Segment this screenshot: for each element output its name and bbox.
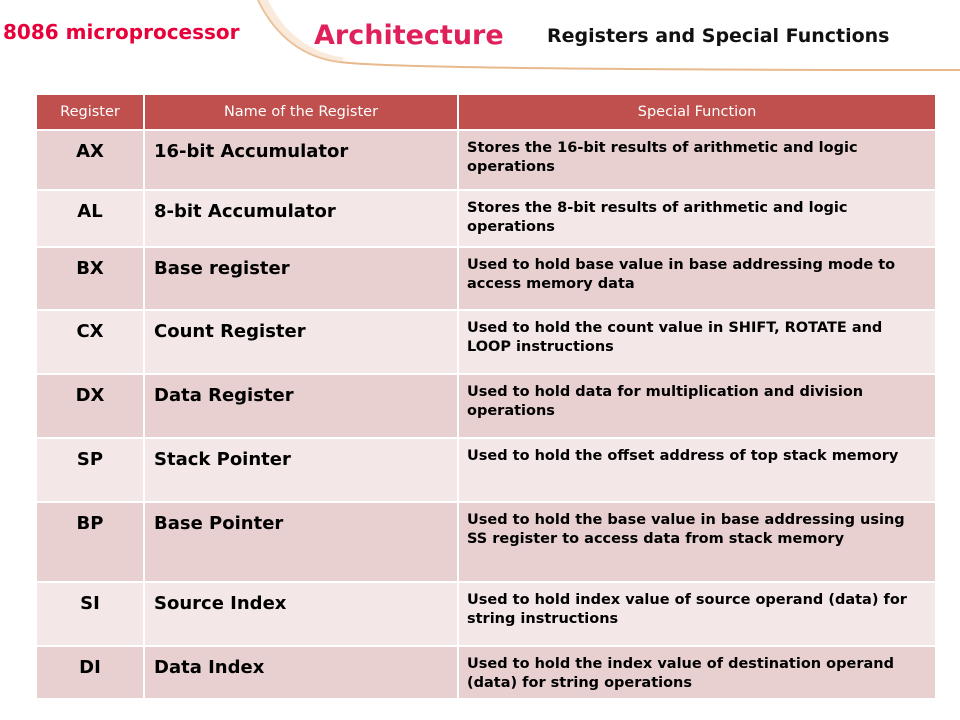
brand-title: 8086 microprocessor [3, 20, 240, 44]
special-function-cell: Used to hold the base value in base addressing using SS register to access data from stack memory [458, 502, 935, 582]
special-function-cell: Used to hold base value in base addressing mode to access memory data [458, 247, 935, 310]
register-name-cell: 8-bit Accumulator [144, 190, 458, 247]
register-cell: CX [37, 310, 144, 374]
register-name-cell: Stack Pointer [144, 438, 458, 502]
registers-table [37, 95, 935, 698]
register-cell: DX [37, 374, 144, 438]
slide-header [0, 0, 960, 80]
register-cell: AL [37, 190, 144, 247]
special-function-cell: Used to hold the offset address of top stack memory [458, 438, 935, 502]
section-title: Architecture [314, 20, 504, 51]
register-name-cell: Data Register [144, 374, 458, 438]
register-cell: DI [37, 646, 144, 698]
register-name-cell: Data Index [144, 646, 458, 698]
special-function-cell: Stores the 16-bit results of arithmetic and logic operations [458, 130, 935, 190]
column-header-register: Register [37, 95, 144, 130]
column-header-name: Name of the Register [144, 95, 458, 130]
register-cell: BP [37, 502, 144, 582]
column-header-function: Special Function [458, 95, 935, 130]
table-row [37, 646, 935, 698]
table-row [37, 502, 935, 582]
register-cell: SI [37, 582, 144, 646]
register-cell: SP [37, 438, 144, 502]
register-name-cell: Count Register [144, 310, 458, 374]
special-function-cell: Used to hold the count value in SHIFT, ROTATE and LOOP instructions [458, 310, 935, 374]
special-function-cell: Stores the 8-bit results of arithmetic and logic operations [458, 190, 935, 247]
register-name-cell: Base Pointer [144, 502, 458, 582]
register-name-cell: Base register [144, 247, 458, 310]
special-function-cell: Used to hold index value of source operand (data) for string instructions [458, 582, 935, 646]
table-row [37, 438, 935, 502]
register-cell: BX [37, 247, 144, 310]
table-header-row [37, 95, 935, 130]
table-row [37, 190, 935, 247]
register-cell: AX [37, 130, 144, 190]
table-row [37, 310, 935, 374]
special-function-cell: Used to hold data for multiplication and division operations [458, 374, 935, 438]
special-function-cell: Used to hold the index value of destination operand (data) for string operations [458, 646, 935, 698]
register-name-cell: Source Index [144, 582, 458, 646]
register-name-cell: 16-bit Accumulator [144, 130, 458, 190]
table-row [37, 130, 935, 190]
slide-subtitle: Registers and Special Functions [547, 25, 890, 47]
table-row [37, 247, 935, 310]
table-row [37, 582, 935, 646]
table-row [37, 374, 935, 438]
